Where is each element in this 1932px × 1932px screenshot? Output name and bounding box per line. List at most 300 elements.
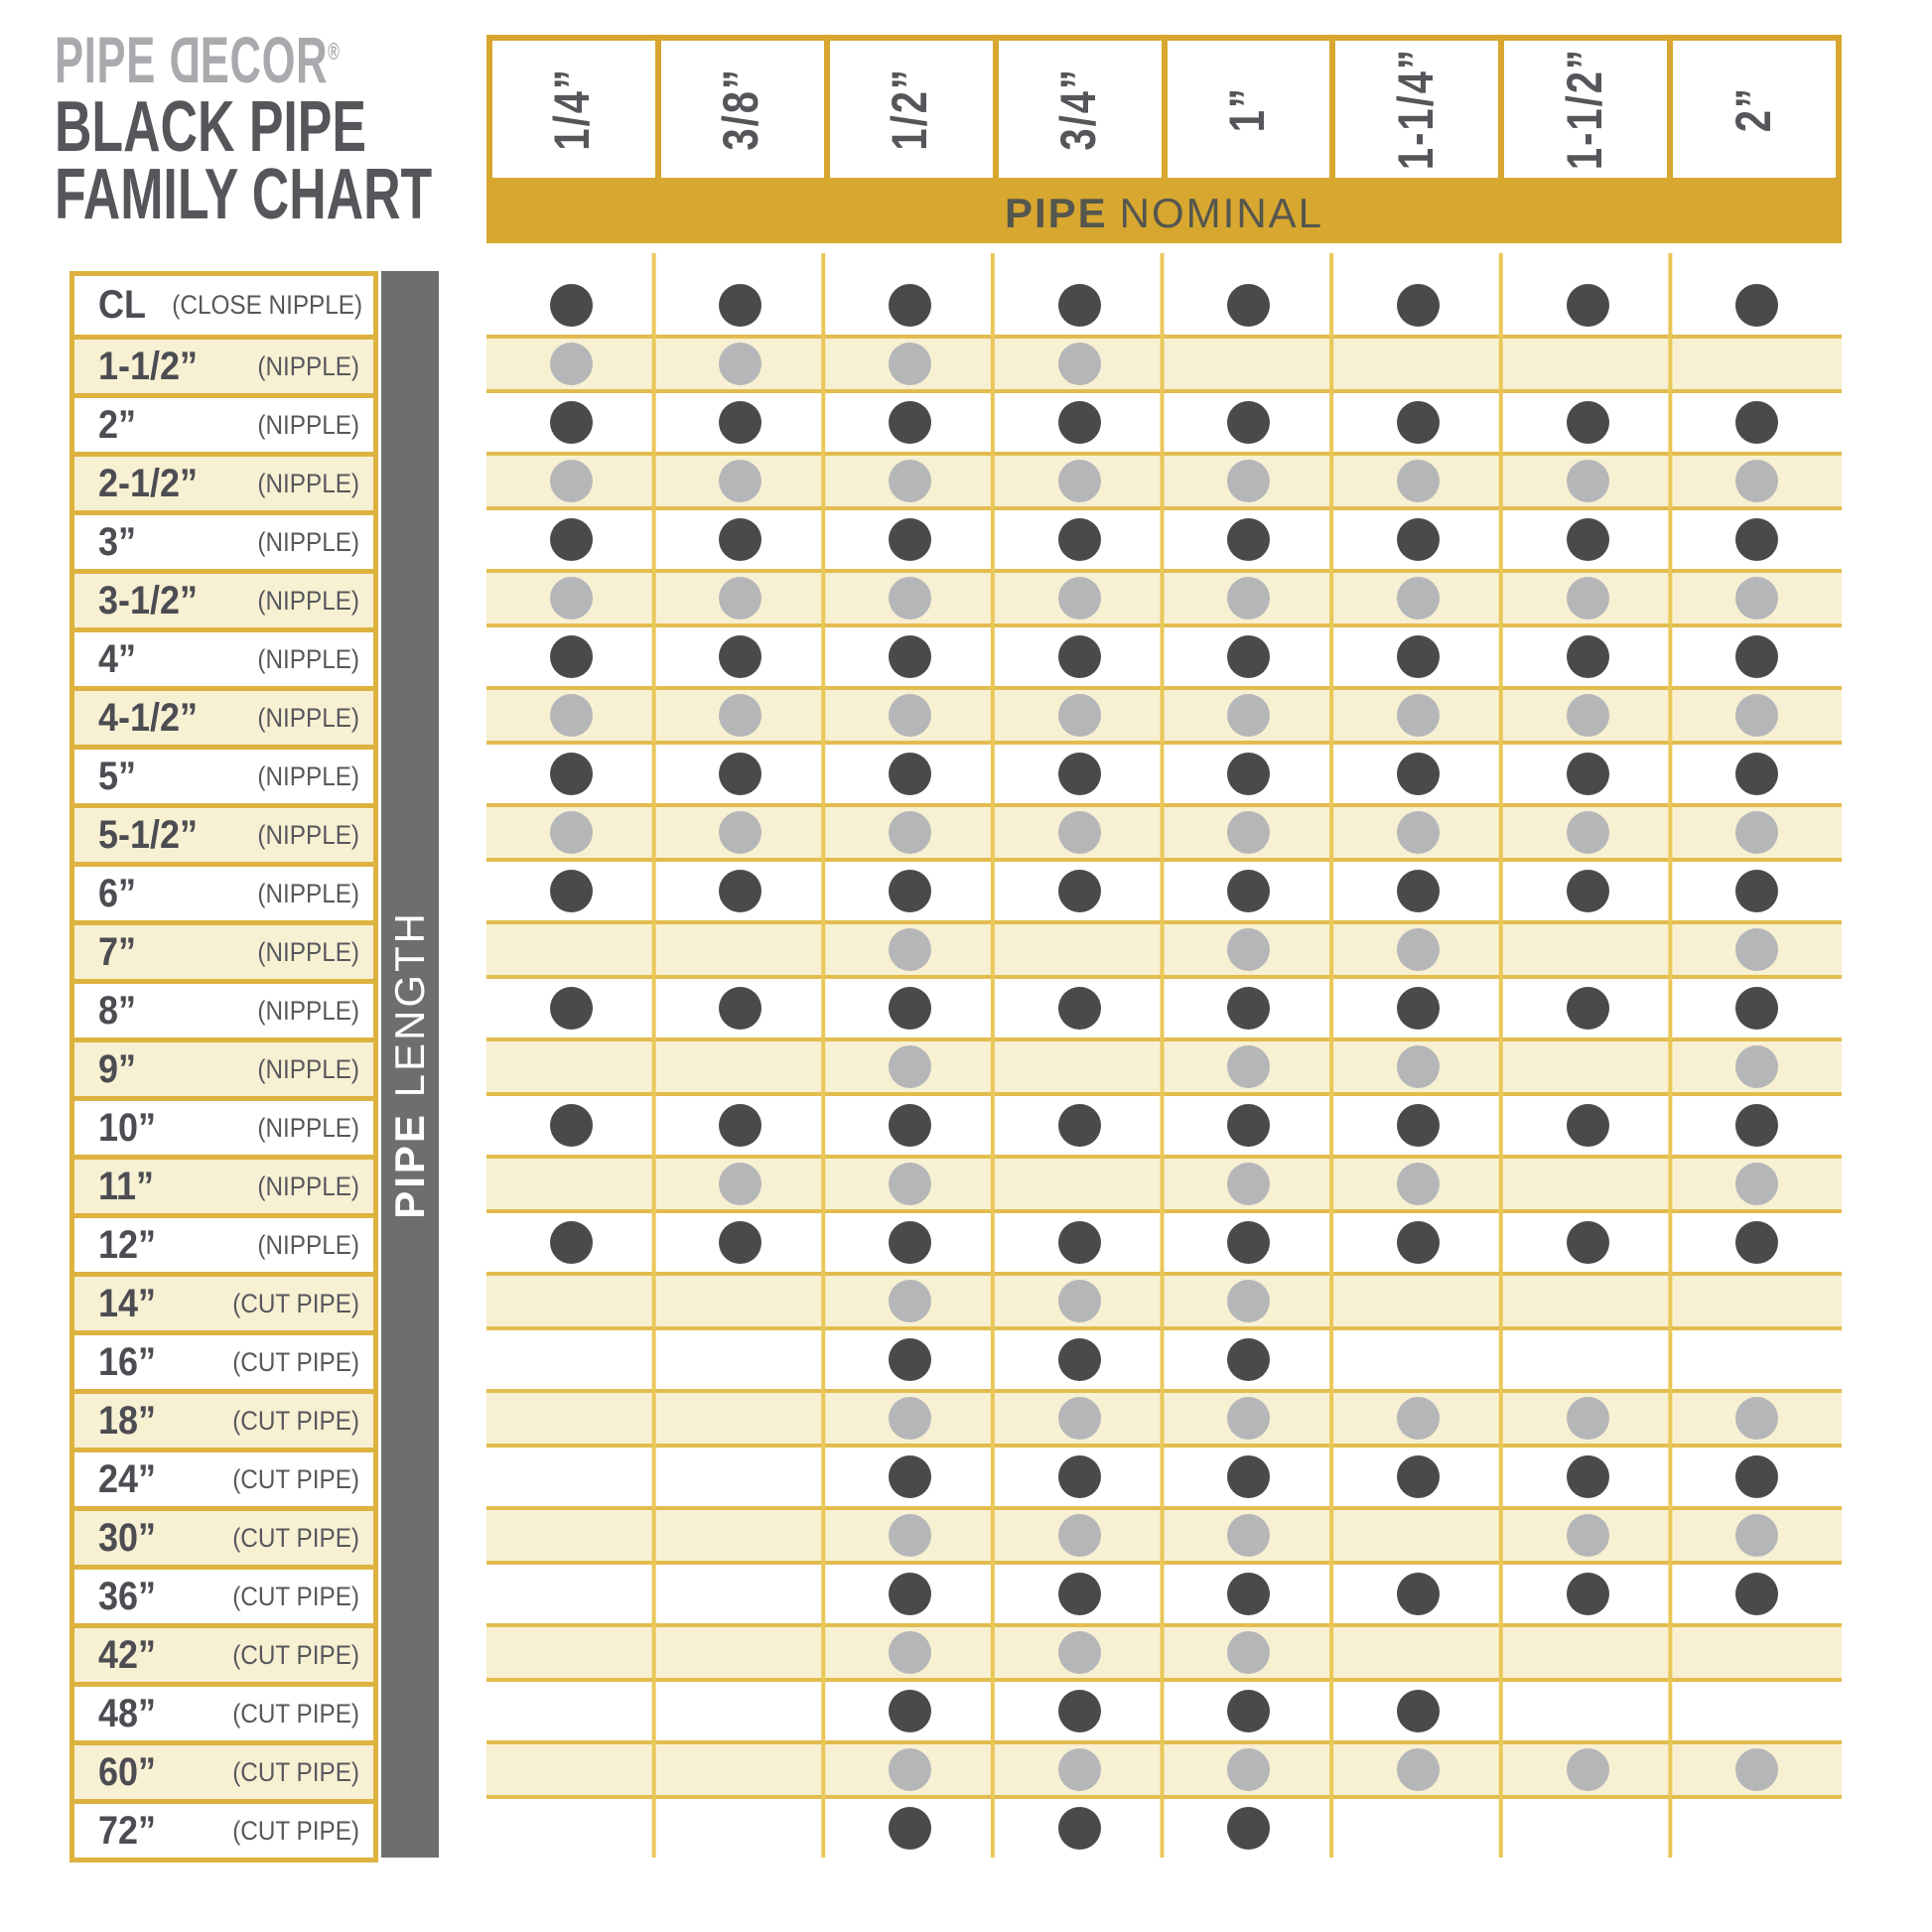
- grid-cell: [1165, 862, 1334, 920]
- availability-dot: [1567, 987, 1609, 1030]
- grid-cell: [1672, 339, 1842, 389]
- availability-dot: [1227, 1397, 1270, 1440]
- grid-cell: [1503, 807, 1673, 858]
- availability-dot: [1397, 1573, 1440, 1615]
- availability-dot: [1735, 401, 1778, 444]
- row-type-label: (NIPPLE): [257, 585, 359, 616]
- grid-cell: [1333, 1330, 1503, 1389]
- availability-dot: [1058, 401, 1101, 444]
- grid-cell: [656, 1565, 826, 1623]
- row-size-label: 2-1/2”: [98, 461, 199, 505]
- availability-dot: [719, 811, 761, 854]
- availability-dot: [719, 518, 761, 561]
- grid-cell: [1165, 1744, 1334, 1795]
- availability-dot: [1227, 460, 1270, 502]
- availability-dot: [1058, 284, 1101, 327]
- grid-cell: [1503, 690, 1673, 741]
- pipe-nominal-regular: NOMINAL: [1119, 190, 1324, 236]
- availability-dot: [1227, 1748, 1270, 1791]
- row-label: [74, 1682, 373, 1740]
- row-type-label: (CUT PIPE): [232, 1756, 359, 1787]
- availability-dot: [1058, 1748, 1101, 1791]
- grid-row: [486, 1272, 1842, 1330]
- row-type-label: (CUT PIPE): [232, 1698, 359, 1728]
- grid-cell: [825, 573, 995, 623]
- row-label: [74, 1389, 373, 1448]
- availability-dot: [550, 635, 593, 678]
- availability-dot: [889, 753, 931, 795]
- grid-row: [486, 1330, 1842, 1389]
- availability-dot: [1735, 460, 1778, 502]
- brand-text-post: ECOR: [200, 23, 329, 96]
- grid-cell: [995, 1393, 1165, 1444]
- availability-dot: [1397, 1221, 1440, 1264]
- grid-cell: [656, 1393, 826, 1444]
- availability-dot: [889, 928, 931, 971]
- grid-cell: [1672, 1330, 1842, 1389]
- grid-cell: [1333, 1682, 1503, 1740]
- grid-cell: [1333, 745, 1503, 803]
- availability-dot: [1397, 1104, 1440, 1147]
- availability-dot: [1227, 753, 1270, 795]
- availability-dot: [889, 401, 931, 444]
- grid-cell: [486, 1510, 656, 1561]
- row-size-label: 14”: [98, 1281, 157, 1325]
- grid-cell: [1333, 1448, 1503, 1506]
- grid-cell: [1672, 627, 1842, 686]
- availability-dot: [1397, 870, 1440, 912]
- availability-dot: [1227, 401, 1270, 444]
- grid-cell: [1165, 1682, 1334, 1740]
- availability-dot: [889, 811, 931, 854]
- grid-cell: [1503, 1448, 1673, 1506]
- grid-cell: [1333, 1510, 1503, 1561]
- availability-dot: [1735, 1514, 1778, 1557]
- availability-dot: [1227, 284, 1270, 327]
- grid-cell: [486, 276, 656, 335]
- registered-mark: ®: [328, 39, 340, 66]
- column-headers: [486, 35, 1842, 184]
- grid-cell: [1165, 1510, 1334, 1561]
- grid-cell: [1672, 979, 1842, 1037]
- grid-cell: [656, 1276, 826, 1326]
- grid-cell: [995, 1627, 1165, 1678]
- availability-dot: [1397, 1748, 1440, 1791]
- grid-cell: [825, 1096, 995, 1155]
- grid-cell: [995, 1096, 1165, 1155]
- grid-cell: [486, 1393, 656, 1444]
- grid-cell: [825, 1744, 995, 1795]
- availability-dot: [889, 987, 931, 1030]
- grid-cell: [995, 627, 1165, 686]
- row-type-label: (CUT PIPE): [232, 1815, 359, 1846]
- availability-dot: [1735, 518, 1778, 561]
- grid-cell: [656, 690, 826, 741]
- availability-dot: [1058, 1221, 1101, 1264]
- grid-cell: [486, 1565, 656, 1623]
- row-type-label: (CUT PIPE): [232, 1346, 359, 1377]
- grid-cell: [1672, 745, 1842, 803]
- grid-cell: [1503, 393, 1673, 452]
- grid-row: [486, 686, 1842, 745]
- grid-cell: [1333, 1213, 1503, 1272]
- grid-cell: [1333, 924, 1503, 975]
- grid-cell: [486, 1627, 656, 1678]
- grid-cell: [1503, 862, 1673, 920]
- grid-cell: [1165, 1096, 1334, 1155]
- grid-cell: [825, 1565, 995, 1623]
- grid-cell: [1333, 1096, 1503, 1155]
- availability-dot: [1567, 401, 1609, 444]
- grid-cell: [825, 1330, 995, 1389]
- row-label: [74, 1155, 373, 1213]
- grid-cell: [486, 862, 656, 920]
- column-header-0: [486, 35, 661, 184]
- availability-dot: [889, 1221, 931, 1264]
- grid-cell: [1672, 1213, 1842, 1272]
- row-type-label: (CUT PIPE): [232, 1463, 359, 1494]
- grid-cell: [1333, 276, 1503, 335]
- row-label: [74, 1448, 373, 1506]
- availability-dot: [1058, 460, 1101, 502]
- availability-dot: [550, 518, 593, 561]
- grid-cell: [656, 862, 826, 920]
- grid-row: [486, 979, 1842, 1037]
- grid-cell: [656, 1682, 826, 1740]
- grid-row: [486, 1155, 1842, 1213]
- grid-row: [486, 1389, 1842, 1448]
- availability-dot: [719, 635, 761, 678]
- availability-dot: [1227, 635, 1270, 678]
- availability-dot: [1735, 987, 1778, 1030]
- availability-dot: [719, 1221, 761, 1264]
- grid-cell: [1672, 510, 1842, 569]
- grid-cell: [1165, 1330, 1334, 1389]
- availability-dot: [1567, 694, 1609, 737]
- row-size-label: 12”: [98, 1222, 157, 1267]
- grid-cell: [825, 393, 995, 452]
- availability-dot: [1567, 1221, 1609, 1264]
- grid-cell: [486, 1330, 656, 1389]
- availability-dot: [1058, 753, 1101, 795]
- availability-dot: [719, 1163, 761, 1205]
- grid-cell: [1503, 1276, 1673, 1326]
- grid-row: [486, 803, 1842, 862]
- availability-dot: [1227, 1045, 1270, 1088]
- availability-dot: [719, 577, 761, 620]
- availability-dot: [550, 401, 593, 444]
- availability-dot: [1735, 811, 1778, 854]
- row-type-label: (NIPPLE): [257, 760, 359, 791]
- row-label: [74, 569, 373, 627]
- row-size-label: 4”: [98, 636, 137, 681]
- row-label: [74, 1213, 373, 1272]
- availability-dot: [1397, 1045, 1440, 1088]
- availability-dot: [1735, 1455, 1778, 1498]
- row-size-label: 60”: [98, 1749, 157, 1794]
- availability-dot: [1567, 811, 1609, 854]
- row-size-label: 42”: [98, 1632, 157, 1677]
- availability-dot: [1227, 928, 1270, 971]
- grid-cell: [486, 745, 656, 803]
- availability-dot: [889, 870, 931, 912]
- grid-row: [486, 393, 1842, 452]
- availability-dot: [889, 1045, 931, 1088]
- row-size-label: 2”: [98, 402, 137, 447]
- availability-dot: [1567, 635, 1609, 678]
- grid-cell: [486, 339, 656, 389]
- grid-row: [486, 1037, 1842, 1096]
- column-header-6: [1504, 35, 1673, 184]
- grid-cell: [1165, 807, 1334, 858]
- grid-cell: [656, 573, 826, 623]
- grid-cell: [656, 979, 826, 1037]
- grid-cell: [995, 393, 1165, 452]
- grid-cell: [1672, 1041, 1842, 1092]
- grid-cell: [1503, 979, 1673, 1037]
- grid-row: [486, 1448, 1842, 1506]
- availability-dot: [889, 284, 931, 327]
- grid-cell: [1672, 573, 1842, 623]
- grid-cell: [995, 456, 1165, 506]
- grid-cell: [825, 924, 995, 975]
- grid-cell: [656, 1213, 826, 1272]
- row-size-label: 9”: [98, 1046, 137, 1091]
- grid-cell: [1165, 1213, 1334, 1272]
- grid-cell: [995, 339, 1165, 389]
- grid-cell: [1165, 1627, 1334, 1678]
- availability-dot: [1227, 1104, 1270, 1147]
- grid-row: [486, 510, 1842, 569]
- availability-dot: [889, 1690, 931, 1732]
- availability-dot: [889, 1397, 931, 1440]
- availability-dot: [1227, 1221, 1270, 1264]
- grid-cell: [1165, 1565, 1334, 1623]
- grid-cell: [995, 1330, 1165, 1389]
- grid-cell: [486, 1448, 656, 1506]
- grid-cell: [1165, 745, 1334, 803]
- availability-dot: [1567, 1104, 1609, 1147]
- availability-dot: [1227, 1807, 1270, 1850]
- availability-dot: [889, 635, 931, 678]
- availability-dot: [889, 694, 931, 737]
- grid-cell: [1503, 745, 1673, 803]
- grid-cell: [1503, 1510, 1673, 1561]
- grid-cell: [1672, 1799, 1842, 1858]
- grid-cell: [995, 573, 1165, 623]
- grid-row: [486, 1740, 1842, 1799]
- availability-dot: [1058, 577, 1101, 620]
- column-header-label: 1”: [1220, 85, 1276, 133]
- column-header-label: 3/4”: [1051, 68, 1107, 151]
- row-type-label: (CUT PIPE): [232, 1522, 359, 1553]
- availability-dot: [1735, 1748, 1778, 1791]
- grid-cell: [486, 807, 656, 858]
- grid-cell: [1165, 1159, 1334, 1209]
- grid-cell: [1503, 1096, 1673, 1155]
- row-size-label: 18”: [98, 1398, 157, 1443]
- row-label: [74, 1799, 373, 1858]
- grid-cell: [486, 924, 656, 975]
- availability-dot: [1058, 1690, 1101, 1732]
- row-type-label: (CUT PIPE): [232, 1405, 359, 1436]
- grid-cell: [1503, 1682, 1673, 1740]
- grid-cell: [1672, 456, 1842, 506]
- availability-dot: [1397, 577, 1440, 620]
- grid-cell: [486, 1744, 656, 1795]
- grid-cell: [1333, 1393, 1503, 1444]
- grid-cell: [825, 1682, 995, 1740]
- availability-dot: [1567, 577, 1609, 620]
- row-size-label: 16”: [98, 1339, 157, 1384]
- grid-cell: [1165, 510, 1334, 569]
- availability-dot: [1058, 1338, 1101, 1381]
- grid-cell: [656, 924, 826, 975]
- availability-dot: [1058, 1807, 1101, 1850]
- row-label: [74, 452, 373, 510]
- row-size-label: 8”: [98, 988, 137, 1033]
- grid-cell: [825, 979, 995, 1037]
- row-size-label: 11”: [98, 1164, 155, 1208]
- availability-dot: [1227, 811, 1270, 854]
- grid-row: [486, 1799, 1842, 1858]
- row-label: [74, 1096, 373, 1155]
- row-label: [74, 627, 373, 686]
- availability-dot: [1397, 694, 1440, 737]
- grid-cell: [1165, 1393, 1334, 1444]
- grid-cell: [1333, 393, 1503, 452]
- availability-dot: [1735, 1573, 1778, 1615]
- availability-dot: [1397, 987, 1440, 1030]
- grid-cell: [1333, 1799, 1503, 1858]
- grid-cell: [995, 1799, 1165, 1858]
- row-size-label: 30”: [98, 1515, 157, 1560]
- availability-dot: [1735, 1163, 1778, 1205]
- row-size-label: 5”: [98, 754, 137, 798]
- availability-dot: [719, 343, 761, 385]
- grid-cell: [1165, 690, 1334, 741]
- grid-cell: [825, 1510, 995, 1561]
- row-type-label: (NIPPLE): [257, 409, 359, 440]
- grid-row: [486, 276, 1842, 335]
- grid-cell: [1503, 1330, 1673, 1389]
- availability-dot: [1058, 635, 1101, 678]
- availability-dot: [719, 1104, 761, 1147]
- grid-cell: [1165, 1276, 1334, 1326]
- row-type-label: (NIPPLE): [257, 468, 359, 498]
- row-label: [74, 1565, 373, 1623]
- availability-dot: [550, 343, 593, 385]
- grid-cell: [1503, 1393, 1673, 1444]
- grid-cell: [1672, 690, 1842, 741]
- availability-dot: [1058, 1573, 1101, 1615]
- availability-dot: [1058, 1104, 1101, 1147]
- grid-cell: [1503, 1799, 1673, 1858]
- row-label: [74, 1740, 373, 1799]
- availability-dot: [1735, 870, 1778, 912]
- availability-dot: [1227, 1631, 1270, 1674]
- availability-dot: [1567, 1455, 1609, 1498]
- availability-dot: [1397, 1397, 1440, 1440]
- grid-cell: [656, 745, 826, 803]
- availability-dot: [1735, 928, 1778, 971]
- grid-cell: [1333, 1159, 1503, 1209]
- row-label: [74, 803, 373, 862]
- availability-dot: [1397, 460, 1440, 502]
- availability-dot: [889, 1163, 931, 1205]
- row-size-label: 3-1/2”: [98, 578, 199, 622]
- grid-cell: [656, 1799, 826, 1858]
- grid-cell: [486, 1276, 656, 1326]
- availability-dot: [889, 460, 931, 502]
- row-size-label: 7”: [98, 929, 137, 974]
- grid-cell: [1165, 276, 1334, 335]
- grid-cell: [1503, 1565, 1673, 1623]
- grid-cell: [1165, 1041, 1334, 1092]
- availability-dot: [1397, 1163, 1440, 1205]
- grid-cell: [1333, 456, 1503, 506]
- grid-cell: [1672, 1510, 1842, 1561]
- availability-dot: [550, 1221, 593, 1264]
- row-size-label: 72”: [98, 1808, 157, 1853]
- availability-dot: [1397, 811, 1440, 854]
- grid-cell: [995, 1448, 1165, 1506]
- column-header-label: 1/2”: [883, 68, 938, 151]
- grid-cell: [995, 979, 1165, 1037]
- grid-cell: [1503, 1041, 1673, 1092]
- row-size-label: 1-1/2”: [98, 344, 199, 388]
- availability-dot: [1227, 1338, 1270, 1381]
- grid-cell: [995, 1510, 1165, 1561]
- row-label-table: [69, 271, 378, 1863]
- grid-row: [486, 1623, 1842, 1682]
- grid-cell: [995, 690, 1165, 741]
- grid-cell: [1503, 276, 1673, 335]
- row-type-label: (NIPPLE): [257, 350, 359, 381]
- row-label: [74, 393, 373, 452]
- grid-cell: [1333, 1744, 1503, 1795]
- availability-dot: [1227, 1455, 1270, 1498]
- row-type-label: (NIPPLE): [257, 1112, 359, 1143]
- grid-cell: [486, 1799, 656, 1858]
- grid-cell: [825, 1393, 995, 1444]
- availability-dot: [1735, 1397, 1778, 1440]
- grid-cell: [1165, 1799, 1334, 1858]
- row-size-label: 3”: [98, 519, 137, 564]
- availability-dot: [1735, 577, 1778, 620]
- column-header-3: [999, 35, 1168, 184]
- grid-cell: [995, 1682, 1165, 1740]
- grid-cell: [656, 1510, 826, 1561]
- column-header-4: [1168, 35, 1336, 184]
- grid-cell: [656, 807, 826, 858]
- grid-cell: [486, 393, 656, 452]
- grid-cell: [1503, 573, 1673, 623]
- availability-dot: [1397, 1690, 1440, 1732]
- grid-cell: [1333, 807, 1503, 858]
- grid-cell: [1672, 1627, 1842, 1678]
- row-label: [74, 862, 373, 920]
- grid-cell: [1672, 1565, 1842, 1623]
- availability-dot: [1567, 518, 1609, 561]
- availability-dot: [719, 753, 761, 795]
- grid-cell: [656, 1627, 826, 1678]
- grid-cell: [825, 745, 995, 803]
- row-type-label: (NIPPLE): [257, 936, 359, 967]
- availability-dot: [889, 518, 931, 561]
- grid-cell: [1672, 1159, 1842, 1209]
- grid-cell: [1672, 393, 1842, 452]
